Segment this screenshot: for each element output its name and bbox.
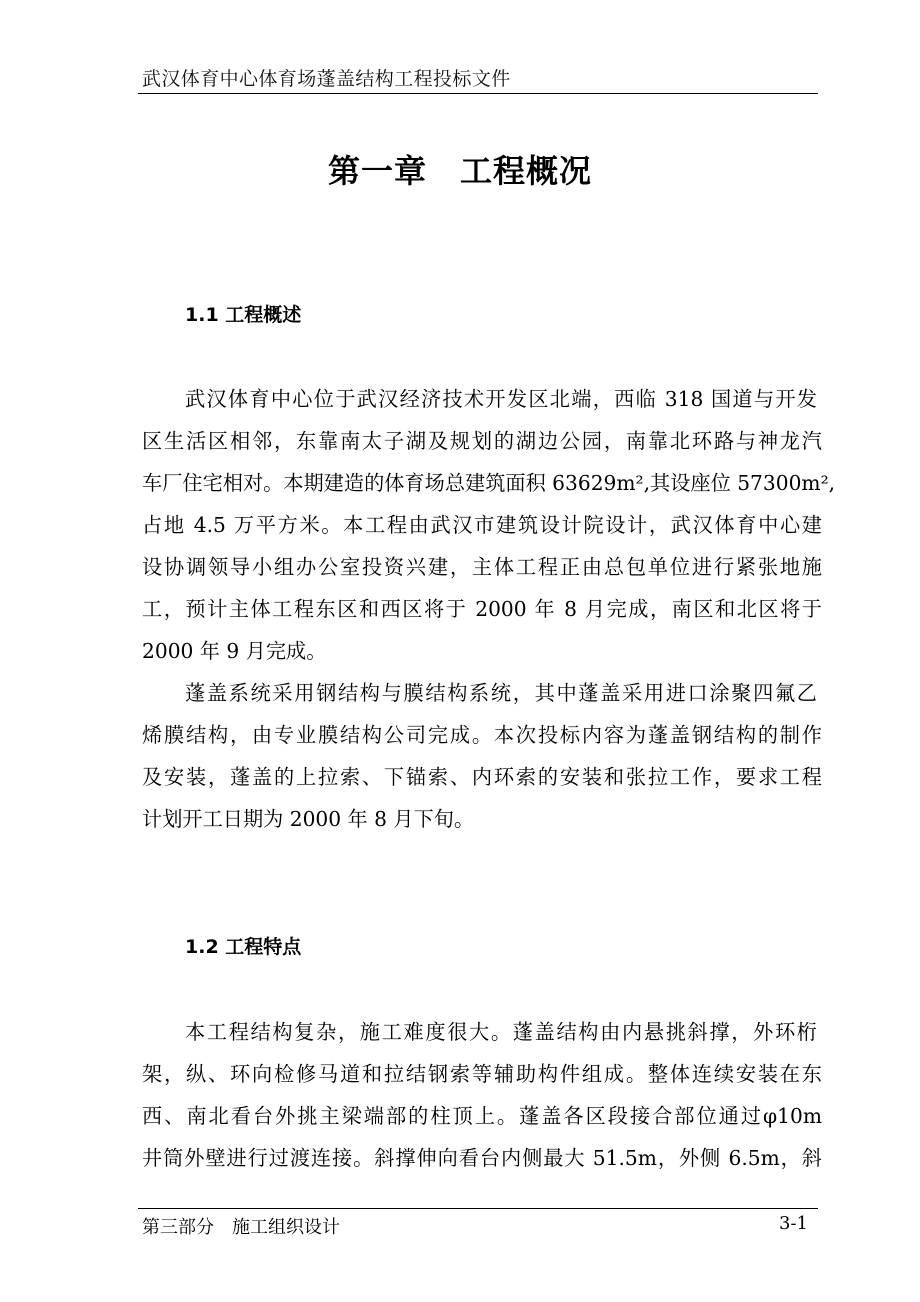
footer-divider (138, 1208, 818, 1209)
paragraph-line: 烯膜结构，由专业膜结构公司完成。本次投标内容为蓬盖钢结构的制作 (142, 723, 822, 747)
paragraph-line: 井筒外壁进行过渡连接。斜撑伸向看台内侧最大 51.5m，外侧 6.5m，斜 (142, 1146, 822, 1170)
paragraph-line: 及安装，蓬盖的上拉索、下锚索、内环索的安装和张拉工作，要求工程 (142, 765, 822, 789)
paragraph-line: 计划开工日期为 2000 年 8 月下旬。 (142, 807, 475, 831)
section-heading-1-2: 1.2 工程特点 (185, 936, 302, 958)
paragraph-line: 车厂住宅相对。本期建造的体育场总建筑面积 63629m²,其设座位 57300m², (142, 471, 836, 495)
footer-section-label: 第三部分 施工组织设计 (142, 1217, 340, 1238)
page-number: 3-1 (779, 1213, 808, 1234)
paragraph-line: 西、南北看台外挑主梁端部的柱顶上。蓬盖各区段接合部位通过φ10m (142, 1104, 822, 1128)
paragraph-line: 蓬盖系统采用钢结构与膜结构系统，其中蓬盖采用进口涂聚四氟乙 (185, 681, 817, 705)
chapter-title: 第一章 工程概况 (327, 152, 592, 190)
paragraph-line: 区生活区相邻，东靠南太子湖及规划的湖边公园，南靠北环路与神龙汽 (142, 429, 822, 453)
running-header: 武汉体育中心体育场蓬盖结构工程投标文件 (142, 68, 511, 90)
paragraph-line: 武汉体育中心位于武汉经济技术开发区北端，西临 318 国道与开发 (185, 387, 817, 411)
paragraph-line: 架，纵、环向检修马道和拉结钢索等辅助构件组成。整体连续安装在东 (142, 1062, 822, 1086)
section-heading-1-1: 1.1 工程概述 (185, 304, 302, 326)
paragraph-line: 占地 4.5 万平方米。本工程由武汉市建筑设计院设计，武汉体育中心建 (142, 513, 822, 537)
paragraph-line: 设协调领导小组办公室投资兴建，主体工程正由总包单位进行紧张地施 (142, 555, 822, 579)
header-divider (138, 93, 818, 94)
paragraph-line: 本工程结构复杂，施工难度很大。蓬盖结构由内悬挑斜撑，外环桁 (185, 1020, 817, 1044)
paragraph-line: 工，预计主体工程东区和西区将于 2000 年 8 月完成，南区和北区将于 (142, 597, 822, 621)
paragraph-line: 2000 年 9 月完成。 (142, 639, 327, 663)
